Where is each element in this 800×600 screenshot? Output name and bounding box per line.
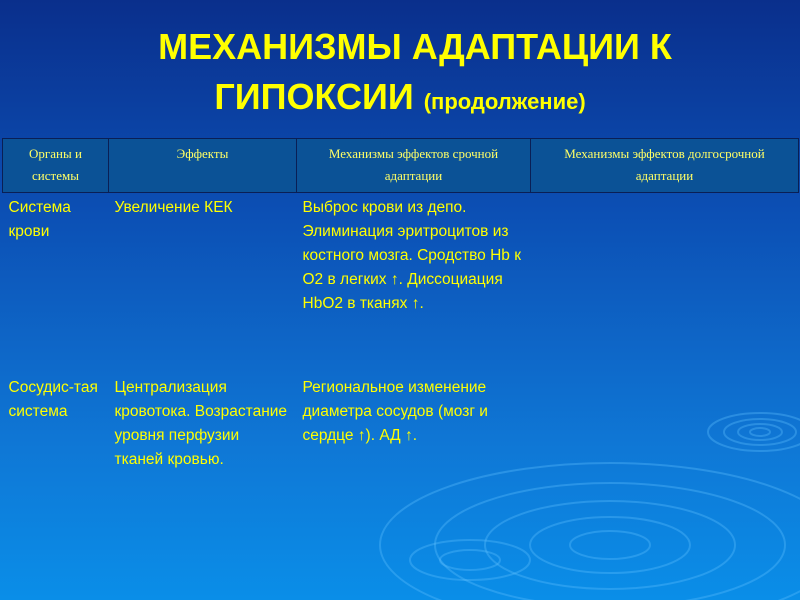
- slide-title: [0, 22, 800, 127]
- cell-long-term: [531, 193, 799, 373]
- header-effects: Эффекты: [109, 139, 297, 193]
- cell-organ: Система крови: [8, 199, 71, 240]
- cell-effect: Увеличение КЕК: [114, 199, 233, 216]
- header-long-term-mechanisms: Механизмы эффектов долгосрочной адаптации: [531, 139, 799, 193]
- title-line-2-text: ГИПОКСИИ: [214, 76, 414, 117]
- table-row: [3, 373, 799, 478]
- cell-urgent: Выброс крови из депо. Элиминация эритроцитов из костного мозга. Сродство Hb к О2 в легких ↑. Диссоциация HbO2 в тканях ↑.: [302, 199, 521, 312]
- cell-organ: Сосудис-тая система: [8, 378, 98, 420]
- header-organs: Органы и системы: [3, 139, 109, 193]
- table-row: [3, 193, 799, 373]
- cell-long-term: [531, 373, 799, 478]
- cell-urgent: Региональное изменение диаметра сосудов (мозг и сердце ↑). АД ↑.: [302, 378, 488, 444]
- cell-effect: Централизация кровотока. Возрастание уровня перфузии тканей кровью.: [114, 378, 288, 468]
- adaptation-table: [2, 138, 799, 478]
- title-subtitle: (продолжение): [423, 89, 586, 114]
- header-urgent-mechanisms: Механизмы эффектов срочной адаптации: [297, 139, 531, 193]
- title-line-1: МЕХАНИЗМЫ АДАПТАЦИИ К: [158, 26, 672, 67]
- title-line-2: [0, 72, 800, 127]
- table-header-row: [3, 139, 799, 193]
